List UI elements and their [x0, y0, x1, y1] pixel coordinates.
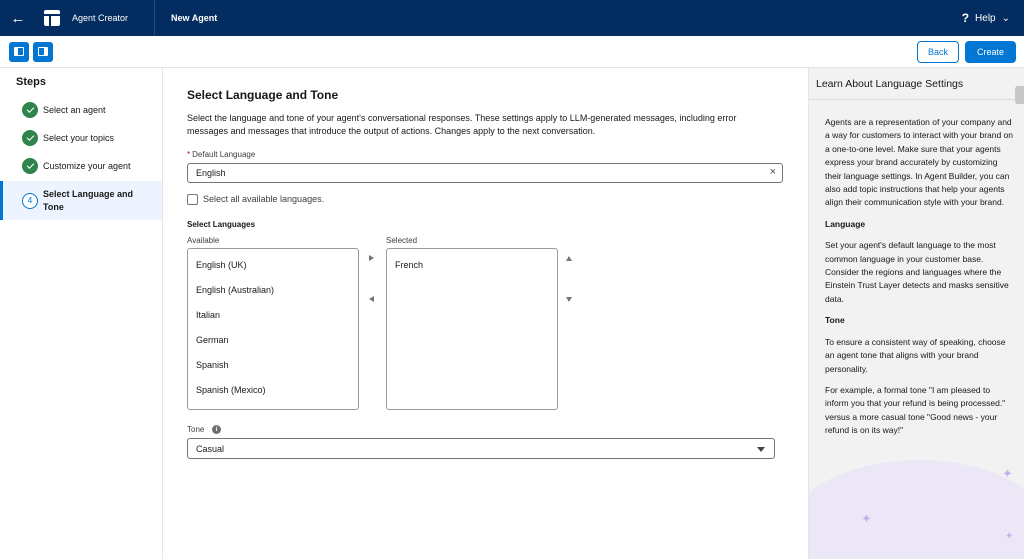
steps-heading: Steps	[16, 76, 46, 88]
available-label: Available	[187, 236, 220, 245]
chevron-down-icon: ⌄	[1001, 12, 1010, 24]
tone-label: Tone	[187, 425, 205, 434]
list-item[interactable]: Spanish (Mexico)	[196, 385, 266, 395]
check-icon	[22, 102, 38, 118]
help-panel-body	[825, 116, 1015, 446]
check-icon	[22, 130, 38, 146]
help-tone-text: To ensure a consistent way of speaking, choose an agent tone that aligns with your brand personality.	[825, 336, 1006, 374]
sparkle-icon: ✦	[861, 511, 872, 526]
select-all-label: Select all available languages.	[203, 194, 325, 204]
move-right-icon[interactable]	[369, 255, 374, 261]
help-icon: ?	[961, 11, 970, 25]
list-item[interactable]: German	[196, 335, 229, 345]
move-up-icon[interactable]	[566, 256, 572, 261]
app-launcher-icon	[44, 10, 60, 26]
help-label: Help	[975, 12, 996, 24]
move-down-icon[interactable]	[566, 297, 572, 302]
create-button[interactable]: Create	[965, 41, 1016, 63]
selected-label: Selected	[386, 236, 418, 245]
back-button[interactable]: Back	[917, 41, 959, 63]
step-label: Select your topics	[43, 133, 115, 143]
selected-languages-listbox[interactable]	[386, 248, 558, 410]
list-item[interactable]: English (Australian)	[196, 285, 275, 295]
global-header	[0, 0, 1024, 36]
sparkle-icon: ✦	[1002, 466, 1013, 481]
step-select-topics[interactable]	[0, 130, 162, 146]
help-panel-title: Learn About Language Settings	[816, 78, 964, 90]
step-select-agent[interactable]	[0, 102, 162, 118]
help-intro: Agents are a representation of your company and a way for customers to interact with your brand on a one-to-one level. Make sure that your agents express your brand accurately by customizing their language settings. In Agent Builder, you can also add topic instructions that help your agents align their communication style with your brand.	[825, 117, 1014, 208]
move-left-icon[interactable]	[369, 296, 374, 302]
check-icon	[22, 158, 38, 174]
tone-value: Casual	[196, 443, 225, 454]
step-number-badge: 4	[22, 193, 38, 209]
left-panel-icon	[14, 47, 24, 56]
step-label: Select Language and Tone	[43, 188, 134, 212]
default-language-combobox[interactable]	[187, 163, 783, 183]
sparkle-icon: ✦	[1005, 531, 1014, 542]
list-item[interactable]: French	[395, 260, 424, 270]
help-language-text: Set your agent's default language to the most common language in your customer base. Consider the regions and languages where the Einstein Trust Layer detects and masks sensitive data.	[825, 240, 1009, 304]
help-example-text: For example, a formal tone "I am pleased to inform you that your refund is being processed." versus a more casual tone "Good news - your refund is on its way!"	[825, 384, 1006, 436]
help-language-heading: Language	[825, 218, 866, 229]
toggle-right-panel-button[interactable]	[33, 42, 53, 62]
default-language-value: English	[196, 168, 226, 178]
list-item[interactable]: Spanish	[196, 360, 229, 370]
help-panel-header	[809, 68, 1024, 100]
collapse-panel-handle[interactable]	[1015, 86, 1024, 104]
step-label: Customize your agent	[43, 161, 131, 171]
main-content	[163, 68, 808, 559]
select-all-checkbox[interactable]	[187, 194, 198, 205]
help-tone-heading: Tone	[825, 315, 845, 326]
toggle-left-panel-button[interactable]	[9, 42, 29, 62]
back-arrow-icon[interactable]: ←	[10, 9, 26, 27]
builder-toolbar	[0, 36, 1024, 68]
list-item[interactable]: Italian	[196, 310, 221, 320]
help-menu[interactable]	[962, 0, 1010, 36]
page-title: Select Language and Tone	[187, 88, 339, 102]
step-customize-agent[interactable]	[0, 158, 162, 174]
select-languages-heading: Select Languages	[187, 220, 256, 229]
list-item[interactable]: English (UK)	[196, 260, 247, 270]
help-panel	[808, 68, 1024, 559]
tone-select[interactable]	[187, 438, 775, 459]
close-icon[interactable]: ×	[769, 166, 776, 178]
default-language-label: * Default Language	[187, 150, 256, 159]
required-mark: *	[187, 150, 191, 159]
right-panel-icon	[38, 47, 48, 56]
tab-title: New Agent	[171, 13, 218, 23]
step-label: Select an agent	[43, 105, 106, 115]
decorative-cloud	[808, 460, 1024, 559]
info-icon[interactable]: i	[212, 425, 221, 434]
step-select-language-tone[interactable]	[0, 181, 162, 220]
app-title: Agent Creator	[72, 0, 155, 36]
steps-sidebar	[0, 68, 163, 559]
chevron-down-icon	[757, 447, 765, 452]
page-description: Select the language and tone of your agent's conversational responses. These settings apply to LLM-generated messages, including error messages and messages that introduce the output of actions. Changes apply to the next conversation.	[187, 113, 737, 136]
available-languages-listbox[interactable]	[187, 248, 359, 410]
